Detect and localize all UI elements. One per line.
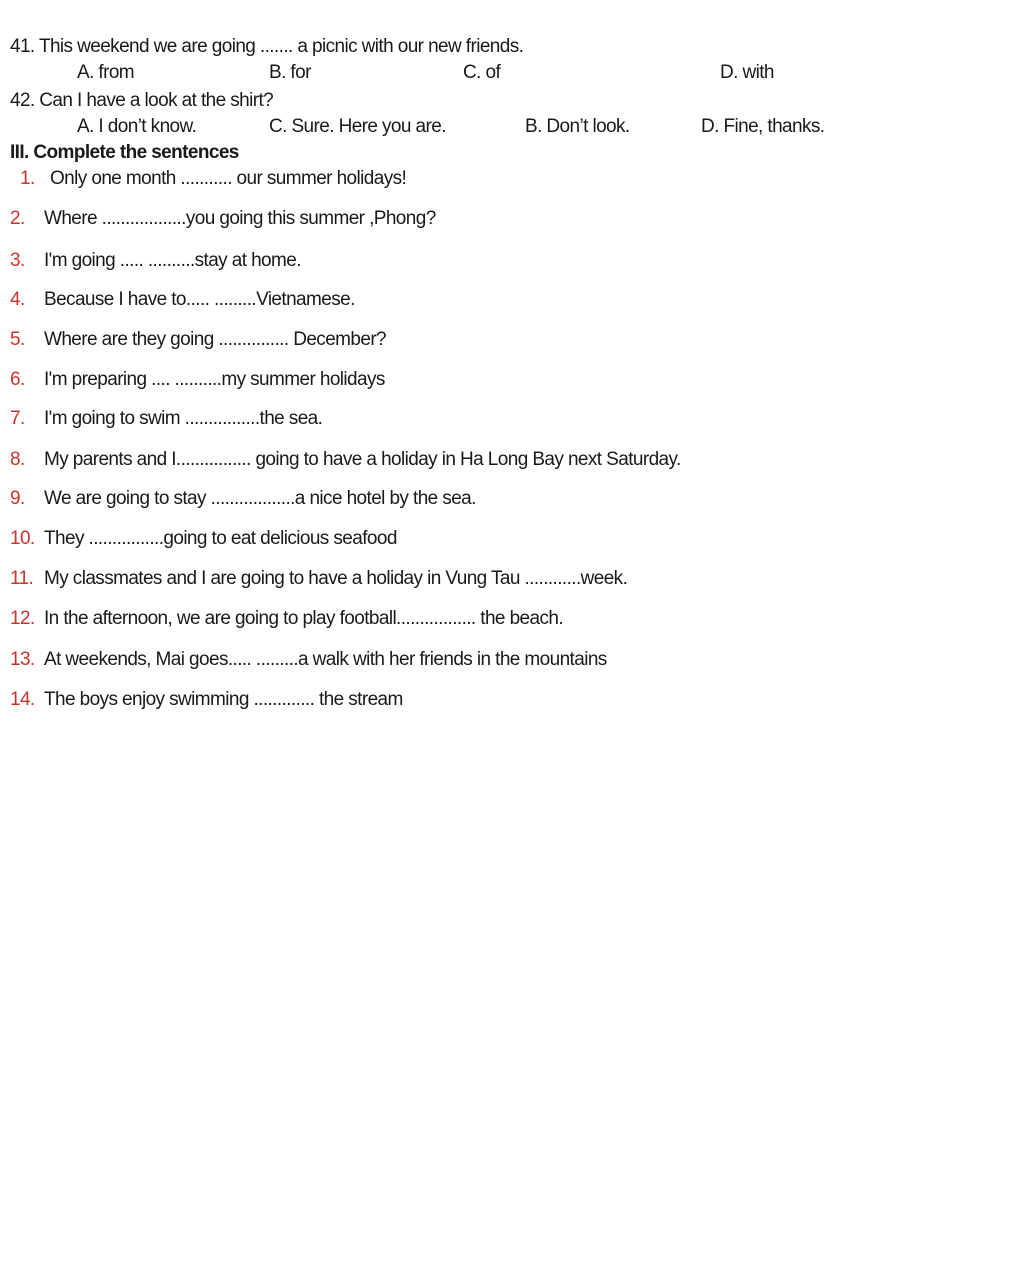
- sentence-text: They ................going to eat delicious seafood: [44, 528, 397, 549]
- sentence-text: In the afternoon, we are going to play football................. the beach.: [44, 608, 564, 629]
- sentence-item: [10, 208, 436, 230]
- q42-question: 42. Can I have a look at the shirt?: [10, 90, 274, 111]
- sentence-item: [10, 250, 301, 272]
- sentence-number: 6.: [10, 369, 25, 390]
- sentence-item: [20, 168, 406, 190]
- q42-option-a: A. I don’t know.: [77, 116, 197, 137]
- sentence-text: I'm going ..... ..........stay at home.: [44, 250, 301, 271]
- sentence-text: I'm going to swim ................the sea.: [44, 408, 323, 429]
- sentence-text: Because I have to..... .........Vietnamese.: [44, 289, 355, 310]
- sentence-item: [10, 408, 322, 430]
- sentence-item: [10, 289, 355, 311]
- sentence-item: [10, 449, 681, 471]
- sentence-item: [10, 608, 563, 630]
- sentence-number: 7.: [10, 408, 25, 429]
- sentence-item: [10, 528, 397, 550]
- sentence-text: At weekends, Mai goes..... .........a walk with her friends in the mountains: [44, 649, 607, 670]
- sentence-text: My parents and I................ going to have a holiday in Ha Long Bay next Saturday.: [44, 449, 681, 470]
- sentence-number: 9.: [10, 488, 25, 509]
- sentence-text: We are going to stay ..................a nice hotel by the sea.: [44, 488, 476, 509]
- sentence-text: The boys enjoy swimming ............. the stream: [44, 689, 403, 710]
- sentence-number: 10.: [10, 528, 35, 549]
- sentence-item: [10, 649, 607, 671]
- q41-option-b: B. for: [269, 62, 311, 83]
- sentence-number: 5.: [10, 329, 25, 350]
- sentence-item: [10, 488, 476, 510]
- sentence-item: [10, 689, 403, 711]
- sentence-text: Only one month ........... our summer holidays!: [50, 168, 407, 189]
- sentence-number: 12.: [10, 608, 35, 629]
- q41-option-a: A. from: [77, 62, 135, 83]
- sentence-item: [10, 568, 627, 590]
- sentence-number: 3.: [10, 250, 25, 271]
- q42-option-c: C. Sure. Here you are.: [269, 116, 446, 137]
- section-heading: III. Complete the sentences: [10, 142, 239, 163]
- q42-option-b: B. Don’t look.: [525, 116, 630, 137]
- sentence-text: Where ..................you going this summer ,Phong?: [44, 208, 436, 229]
- sentence-number: 1.: [20, 168, 35, 189]
- q42-option-d: D. Fine, thanks.: [701, 116, 825, 137]
- sentence-number: 14.: [10, 689, 35, 710]
- sentence-number: 2.: [10, 208, 25, 229]
- sentence-number: 8.: [10, 449, 25, 470]
- sentence-number: 13.: [10, 649, 35, 670]
- sentence-text: Where are they going ............... December?: [44, 329, 387, 350]
- sentence-text: My classmates and I are going to have a holiday in Vung Tau ............week.: [44, 568, 628, 589]
- sentence-item: [10, 369, 385, 391]
- sentence-item: [10, 329, 386, 351]
- sentence-text: I'm preparing .... ..........my summer holidays: [44, 369, 385, 390]
- q41-question: 41. This weekend we are going ....... a picnic with our new friends.: [10, 36, 524, 57]
- sentence-number: 11.: [10, 568, 34, 589]
- q41-option-d: D. with: [720, 62, 774, 83]
- q41-option-c: C. of: [463, 62, 501, 83]
- sentence-number: 4.: [10, 289, 25, 310]
